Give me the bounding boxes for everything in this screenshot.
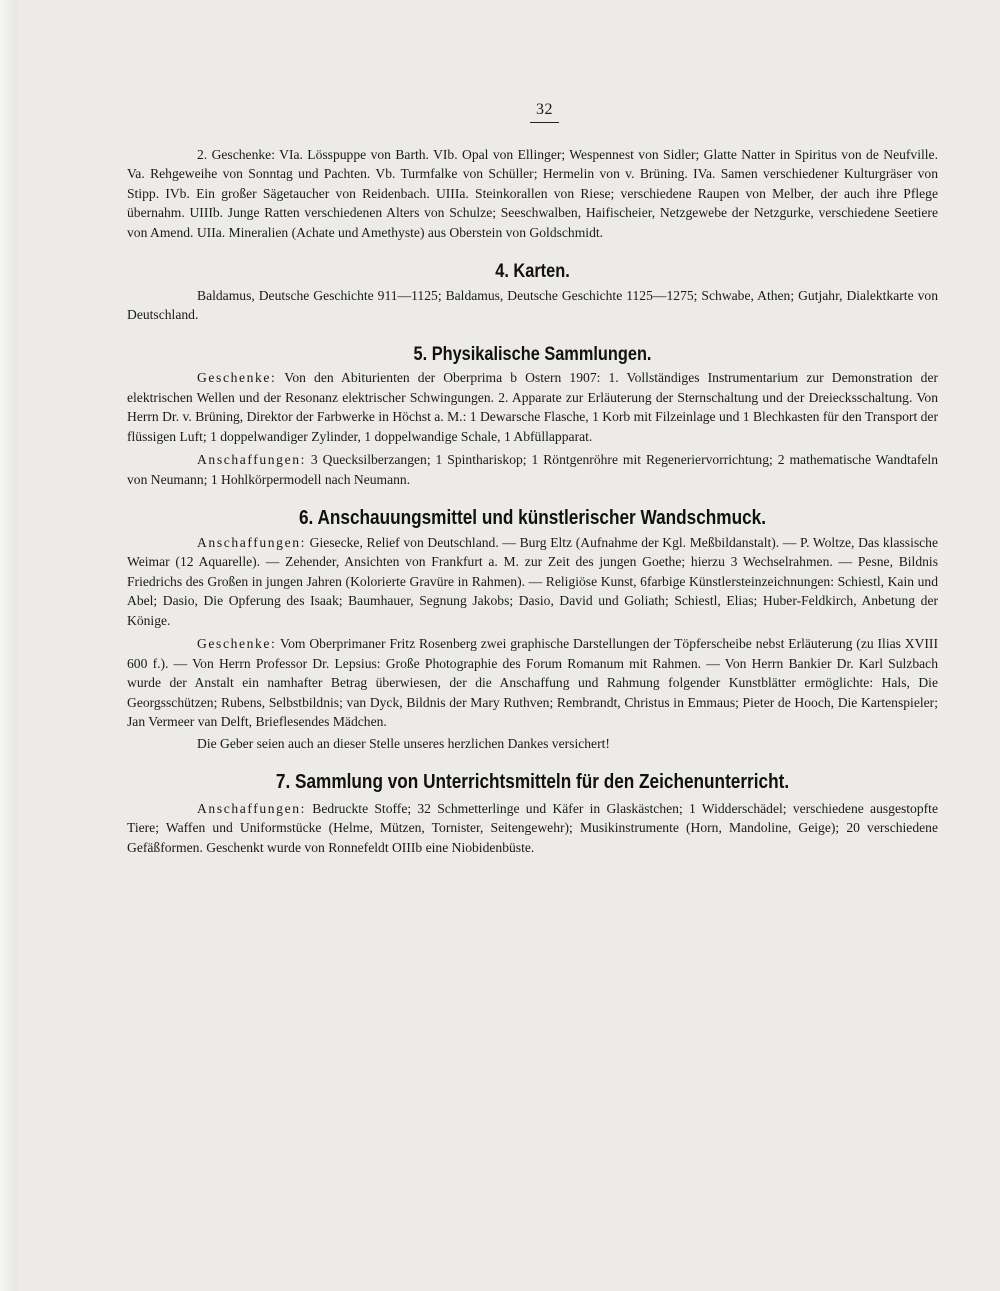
geschenke-label: Geschenke: <box>197 370 277 385</box>
section-heading-physik: 5. Physikalische Sammlungen. <box>413 343 652 365</box>
geschenke-paragraph: 2. Geschenke: VIa. Lösspuppe von Barth. VIb. Opal von Ellinger; Wespennest von Sidler; Glatte Natter in Spiritus von de Neufville. Va. Rehgeweihe von Sonntag und Pachten. Vb. Turmfalke von Schüller; Hermelin von v. Brüning. IVa. Samen verschiedener Kulturgräser von Stipp. IVb. Ein großer Sägetaucher von Reidenbach. UIIIa. Steinkorallen von Riese; verschiedene Raupen von Melber, der auch ihre Pflege übernahm. UIIIb. Junge Ratten verschiedenen Alters von Schulze; Seeschwalben, Haifischeier, Netzgewebe der Netzgurke, verschiedene Seetiere von Amend. UIIa. Mineralien (Achate und Amethyste) aus Oberstein von Goldschmidt. <box>127 146 938 240</box>
closing-thanks: Die Geber seien auch an dieser Stelle unseres herzlichen Dankes versichert! <box>197 735 610 751</box>
page-number: 32 <box>139 100 950 123</box>
anschauung-anschaffungen-paragraph <box>127 533 938 631</box>
physik-geschenke-paragraph <box>127 368 938 446</box>
physik-anschaffungen-paragraph <box>127 450 938 489</box>
section-heading-zeichenunterricht: 7. Sammlung von Unterrichtsmitteln für den Zeichenunterricht. <box>275 771 790 793</box>
karten-paragraph: Baldamus, Deutsche Geschichte 911—1125; Baldamus, Deutsche Geschichte 1125—1275; Schwabe, Athen; Gutjahr, Dialektkarte von Deutschland. <box>127 287 938 322</box>
anschaffungen-label: Anschaffungen: <box>197 452 306 467</box>
zeichen-anschaffungen-text: Bedruckte Stoffe; 32 Schmetterlinge und Käfer in Glaskästchen; 1 Widderschädel; verschiedene ausgestopfte Tiere; Waffen und Uniformstücke (Helme, Mützen, Tornister, Seitengewehr); Musikinstrumente (Horn, Mandoline, Geige); 20 verschiedene Gefäßformen. Geschenkt wurde von Ronnefeldt OIIIb eine Niobidenbüste. <box>127 800 938 855</box>
section-heading-anschauungsmittel: 6. Anschauungsmittel und künstlerischer Wandschmuck. <box>298 507 767 529</box>
anschauung-geschenke-paragraph <box>127 634 938 732</box>
page-content <box>127 100 938 857</box>
scan-edge <box>0 0 18 1291</box>
anschauung-geschenke-text: Vom Oberprimaner Fritz Rosenberg zwei graphische Darstellungen der Töpferscheibe nebst Erläuterung (zu Ilias XVIII 600 f.). — Von Herrn Professor Dr. Lepsius: Große Photographie des Forum Romanum mit Rahmen. — Von Herrn Bankier Dr. Karl Sulzbach wurde der Anstalt ein namhafter Betrag überwiesen, der die Anschaffung und Rahmung folgender Kunstblätter ermöglichte: Hals, Die Georgsschützen; Rubens, Selbstbildnis; van Dyck, Bildnis der Mary Ruthven; Rembrandt, Christus in Emmaus; Pieter de Hooch, Die Kartenspieler; Jan Vermeer van Delft, Brieflesendes Mädchen. <box>127 636 938 729</box>
section-heading-karten: 4. Karten. <box>495 261 570 282</box>
geschenke-label: Geschenke: <box>197 636 277 651</box>
anschauung-anschaffungen-text: Giesecke, Relief von Deutschland. — Burg Eltz (Aufnahme der Kgl. Meßbildanstalt). — P. Woltze, Das klassische Weimar (12 Aquarelle). — Zehender, Ansichten von Frankfurt a. M. zur Zeit des jungen Goethe; hierzu 3 Wechselrahmen. — Pesne, Bildnis Friedrichs des Großen in jungen Jahren (Kolorierte Gravüre in Rahmen). — Religiöse Kunst, 6farbige Künstlersteinzeichnungen: Schiestl, Kain und Abel; Dasio, Die Opferung des Isaak; Baumhauer, Segnung Jakobs; Dasio, David und Goliath; Schiestl, Elias; Huber-Feldkirch, Anbetung der Könige. <box>127 534 938 628</box>
zeichen-anschaffungen-paragraph <box>127 799 938 858</box>
physik-geschenke-text: Von den Abiturienten der Oberprima b Ostern 1907: 1. Vollständiges Instrumentarium zur Demonstration der elektrischen Wellen und der Resonanz elektrischer Schwingungen. 2. Apparate zur Erläuterung der Sternschaltung und der Dreiecksschaltung. Von Herrn Dr. v. Brüning, Direktor der Farbwerke in Höchst a. M.: 1 Dewarsche Flasche, 1 Korb mit Filzeinlage und 1 Blechkasten für den Transport der flüssigen Luft; 1 doppelwandiger Zylinder, 1 doppelwandige Schale, 1 Abfüllapparat. <box>127 370 939 444</box>
anschaffungen-label: Anschaffungen: <box>197 800 306 816</box>
physik-anschaffungen-text: 3 Quecksilberzangen; 1 Spinthariskop; 1 Röntgenröhre mit Regeneriervorrichtung; 2 mathematische Wandtafeln von Neumann; 1 Hohlkörpermodell nach Neumann. <box>127 452 938 487</box>
anschaffungen-label: Anschaffungen: <box>197 534 306 550</box>
